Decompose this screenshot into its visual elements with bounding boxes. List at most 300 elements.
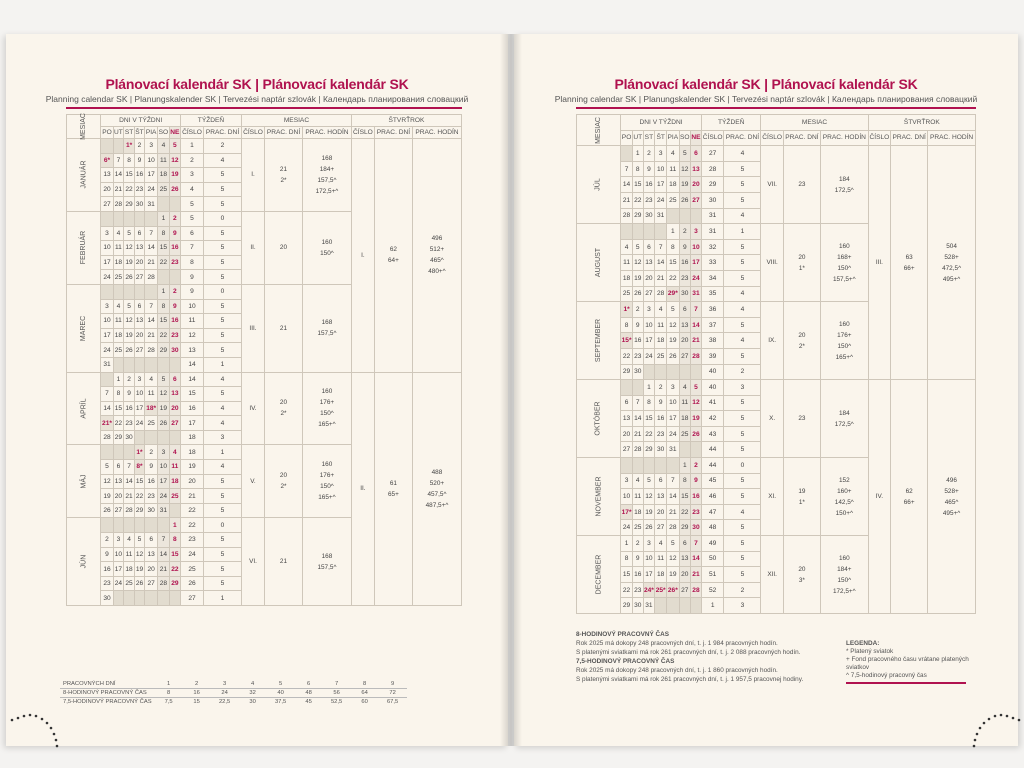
day-cell: 23 <box>169 328 180 343</box>
month-work-days: 23 <box>783 146 820 224</box>
week-number: 1 <box>180 139 203 154</box>
summary-label: 8-HODINOVÝ PRACOVNÝ ČAS <box>60 689 155 698</box>
day-cell: 15 <box>643 411 655 427</box>
day-cell: 2 <box>169 284 180 299</box>
header-day: ŠT <box>655 130 667 146</box>
day-cell: 21 <box>145 255 158 270</box>
day-cell: 10 <box>113 547 124 562</box>
day-cell: 22 <box>158 328 170 343</box>
day-cell: 22 <box>113 416 124 431</box>
day-cell <box>113 518 124 533</box>
day-cell: 1 <box>667 224 680 240</box>
day-cell: 31 <box>145 197 158 212</box>
day-cell: 8 <box>679 473 690 489</box>
week-work-days: 5 <box>203 576 241 591</box>
month-number: IX. <box>761 302 783 380</box>
day-cell: 6 <box>621 395 633 411</box>
day-cell: 30 <box>124 430 134 445</box>
month-name: JÚL <box>577 146 621 224</box>
day-cell: 1 <box>158 284 170 299</box>
day-cell: 13 <box>113 474 124 489</box>
week-work-days: 5 <box>724 473 761 489</box>
month-work-hours: 168 184+ 157,5^ 172,5+^ <box>302 139 351 212</box>
day-cell <box>169 270 180 285</box>
day-cell: 4 <box>113 299 124 314</box>
day-cell: 26 <box>124 343 134 358</box>
day-cell: 8 <box>158 226 170 241</box>
week-work-days: 5 <box>724 177 761 193</box>
day-cell: 24* <box>643 582 655 598</box>
day-cell: 9 <box>145 460 158 475</box>
day-cell: 16 <box>101 562 113 577</box>
week-number: 38 <box>701 333 723 349</box>
header-col: PRAC. DNÍ <box>264 127 302 139</box>
day-cell: 13 <box>134 241 144 256</box>
day-cell: 5 <box>124 226 134 241</box>
note-8h-title: 8-HODINOVÝ PRACOVNÝ ČAS <box>576 631 670 638</box>
day-cell: 3 <box>643 536 655 552</box>
week-number: 39 <box>701 348 723 364</box>
day-cell: 18 <box>632 504 643 520</box>
day-cell: 16 <box>134 168 144 183</box>
day-cell: 7 <box>101 387 113 402</box>
day-cell: 11 <box>158 153 170 168</box>
day-cell: 30 <box>145 503 158 518</box>
month-name: NOVEMBER <box>577 458 621 536</box>
day-cell <box>101 211 113 226</box>
day-cell: 10 <box>101 241 113 256</box>
day-cell: 27 <box>134 270 144 285</box>
day-cell: 17 <box>145 168 158 183</box>
day-cell: 1 <box>169 518 180 533</box>
summary-value: 56 <box>323 689 351 698</box>
day-cell: 27 <box>101 197 113 212</box>
day-cell: 17 <box>690 255 701 271</box>
day-cell <box>113 591 124 606</box>
day-cell: 25 <box>621 286 633 302</box>
day-cell: 9 <box>169 226 180 241</box>
day-cell: 2 <box>655 380 667 396</box>
day-cell: 29 <box>124 197 134 212</box>
week-number: 45 <box>701 473 723 489</box>
day-cell: 30 <box>655 442 667 458</box>
day-cell: 1 <box>679 458 690 474</box>
day-cell: 19 <box>667 567 680 583</box>
week-number: 46 <box>701 489 723 505</box>
day-cell: 5 <box>134 533 144 548</box>
day-cell: 30 <box>134 197 144 212</box>
day-cell: 26* <box>667 582 680 598</box>
week-number: 25 <box>180 562 203 577</box>
day-cell: 26 <box>169 182 180 197</box>
header-col: PRAC. HODÍN <box>928 130 976 146</box>
week-number: 3 <box>180 168 203 183</box>
day-cell: 7 <box>145 226 158 241</box>
day-cell: 12 <box>643 489 655 505</box>
day-cell: 26 <box>667 348 680 364</box>
day-cell: 9 <box>655 395 667 411</box>
day-cell <box>667 364 680 380</box>
day-cell <box>145 430 158 445</box>
day-cell <box>621 458 633 474</box>
day-cell: 3 <box>655 146 667 162</box>
day-cell <box>621 224 633 240</box>
quarter-work-days: 62 66+ <box>891 380 928 614</box>
day-cell: 14 <box>655 255 667 271</box>
header-col: PRAC. HODÍN <box>412 127 461 139</box>
day-cell: 21 <box>124 489 134 504</box>
header-col: ČÍSLO <box>241 127 264 139</box>
week-number: 50 <box>701 551 723 567</box>
day-cell: 15* <box>621 333 633 349</box>
summary-value: 45 <box>305 699 312 705</box>
hours-summary <box>60 680 407 706</box>
month-work-days: 20 2* <box>783 302 820 380</box>
month-number: VII. <box>761 146 783 224</box>
month-name: OKTÓBER <box>577 380 621 458</box>
day-cell <box>134 518 144 533</box>
day-cell <box>124 211 134 226</box>
day-cell: 14 <box>113 168 124 183</box>
day-cell <box>113 284 124 299</box>
month-name: JANUÁR <box>67 139 101 212</box>
note-75h-line2: S platenými sviatkami má rok 261 pracovných dní, t. j. 1 957,5 pracovnej hodiny. <box>576 676 804 683</box>
day-cell <box>134 430 144 445</box>
week-work-days: 0 <box>203 284 241 299</box>
day-cell: 13 <box>169 387 180 402</box>
day-cell: 20 <box>145 562 158 577</box>
day-cell: 11 <box>621 255 633 271</box>
week-number: 27 <box>180 591 203 606</box>
day-cell: 10 <box>145 153 158 168</box>
day-cell: 12 <box>101 474 113 489</box>
week-number: 10 <box>180 299 203 314</box>
day-cell: 9 <box>643 161 655 177</box>
month-name: FEBRUÁR <box>67 211 101 284</box>
day-cell: 19 <box>667 333 680 349</box>
day-cell: 11 <box>632 489 643 505</box>
day-cell: 8 <box>667 239 680 255</box>
day-cell <box>145 211 158 226</box>
day-cell: 29 <box>169 576 180 591</box>
day-cell: 30 <box>101 591 113 606</box>
day-cell: 14 <box>101 401 113 416</box>
day-cell: 21* <box>101 416 113 431</box>
week-number: 2 <box>180 153 203 168</box>
day-cell <box>643 364 655 380</box>
day-cell: 1 <box>621 536 633 552</box>
week-number: 23 <box>180 533 203 548</box>
day-cell: 17 <box>643 333 655 349</box>
week-work-days: 4 <box>724 302 761 318</box>
month-work-days: 19 1* <box>783 458 820 536</box>
day-cell: 22 <box>621 582 633 598</box>
summary-value: 72 <box>379 689 407 698</box>
header-col: ČÍSLO <box>351 127 374 139</box>
week-number: 41 <box>701 395 723 411</box>
week-work-days: 5 <box>203 562 241 577</box>
day-cell: 28 <box>690 348 701 364</box>
day-cell <box>145 284 158 299</box>
day-cell: 20 <box>621 426 633 442</box>
header-day: SO <box>679 130 690 146</box>
day-cell <box>667 208 680 224</box>
day-cell: 5 <box>679 146 690 162</box>
month-work-days: 20 2* <box>264 445 302 518</box>
week-number: 34 <box>701 270 723 286</box>
week-work-days: 5 <box>203 299 241 314</box>
day-cell: 1* <box>621 302 633 318</box>
summary-value: 8 <box>351 680 379 689</box>
day-cell: 28 <box>145 343 158 358</box>
day-cell: 8 <box>113 387 124 402</box>
day-cell: 10 <box>158 460 170 475</box>
day-cell: 3 <box>690 224 701 240</box>
day-cell: 21 <box>667 504 680 520</box>
day-cell: 2 <box>643 146 655 162</box>
day-cell <box>655 458 667 474</box>
week-number: 21 <box>180 489 203 504</box>
quarter-work-hours: 496 512+ 465^ 480+^ <box>412 139 461 373</box>
summary-value: 16 <box>183 689 211 698</box>
week-work-days: 1 <box>203 445 241 460</box>
day-cell: 30 <box>643 208 655 224</box>
day-cell: 8 <box>632 161 643 177</box>
day-cell: 14 <box>158 547 170 562</box>
day-cell: 21 <box>158 562 170 577</box>
summary-value: 67,5 <box>386 699 399 705</box>
day-cell: 26 <box>690 426 701 442</box>
day-cell: 20 <box>101 182 113 197</box>
month-number: VIII. <box>761 224 783 302</box>
day-cell: 4 <box>667 146 680 162</box>
day-cell: 5 <box>169 139 180 154</box>
legend-item: * Platený sviatok <box>846 648 894 655</box>
day-cell <box>113 445 124 460</box>
day-cell: 16 <box>632 333 643 349</box>
day-cell: 2 <box>690 458 701 474</box>
day-cell: 17* <box>621 504 633 520</box>
day-cell: 10 <box>643 317 655 333</box>
day-cell: 17 <box>113 562 124 577</box>
summary-value: 48 <box>295 689 323 698</box>
day-cell: 25 <box>655 348 667 364</box>
week-number: 8 <box>180 255 203 270</box>
day-cell <box>145 357 158 372</box>
day-cell: 13 <box>690 161 701 177</box>
day-cell: 28 <box>145 270 158 285</box>
month-work-hours: 160 168+ 150^ 157,5+^ <box>820 224 868 302</box>
header-day: PO <box>101 127 113 139</box>
week-work-days: 5 <box>203 182 241 197</box>
header-col: PRAC. DNÍ <box>783 130 820 146</box>
week-number: 37 <box>701 317 723 333</box>
month-number: XI. <box>761 458 783 536</box>
summary-value: 6 <box>295 680 323 689</box>
day-cell: 4 <box>655 536 667 552</box>
day-cell <box>690 442 701 458</box>
week-work-days: 5 <box>724 395 761 411</box>
day-cell: 1 <box>158 211 170 226</box>
day-cell: 27 <box>169 416 180 431</box>
day-cell: 28 <box>101 430 113 445</box>
summary-value: 15 <box>193 699 200 705</box>
summary-label: 7,5-HODINOVÝ PRACOVNÝ ČAS <box>63 699 152 705</box>
day-cell: 24 <box>101 270 113 285</box>
day-cell: 15 <box>632 177 643 193</box>
day-cell: 2 <box>632 302 643 318</box>
day-cell: 11 <box>124 547 134 562</box>
day-cell: 31 <box>655 208 667 224</box>
day-cell <box>643 224 655 240</box>
summary-label: PRACOVNÝCH DNÍ <box>60 680 155 689</box>
day-cell: 11 <box>679 395 690 411</box>
day-cell: 2 <box>145 445 158 460</box>
day-cell: 14 <box>667 489 680 505</box>
day-cell: 22 <box>169 562 180 577</box>
month-work-hours: 168 157,5^ <box>302 518 351 606</box>
day-cell: 15 <box>158 241 170 256</box>
day-cell: 2 <box>169 211 180 226</box>
quarter-number: IV. <box>868 380 890 614</box>
week-work-days: 5 <box>724 489 761 505</box>
day-cell: 26 <box>101 503 113 518</box>
month-work-hours: 160 150^ <box>302 211 351 284</box>
day-cell: 30 <box>690 520 701 536</box>
day-cell: 12 <box>679 161 690 177</box>
week-work-days: 5 <box>203 533 241 548</box>
week-number: 22 <box>180 503 203 518</box>
day-cell: 9 <box>632 551 643 567</box>
day-cell: 23 <box>655 426 667 442</box>
day-cell: 9 <box>101 547 113 562</box>
day-cell: 1 <box>113 372 124 387</box>
quarter-work-days: 63 66+ <box>891 146 928 380</box>
day-cell <box>690 364 701 380</box>
day-cell: 1 <box>643 380 655 396</box>
day-cell <box>169 591 180 606</box>
week-number: 27 <box>701 146 723 162</box>
day-cell: 14 <box>632 411 643 427</box>
day-cell <box>632 458 643 474</box>
day-cell <box>124 357 134 372</box>
week-work-days: 5 <box>203 343 241 358</box>
day-cell: 3 <box>101 299 113 314</box>
day-cell: 12 <box>690 395 701 411</box>
day-cell: 4 <box>158 139 170 154</box>
day-cell: 28 <box>158 576 170 591</box>
day-cell: 10 <box>690 239 701 255</box>
header-month-stats: MESIAC <box>241 115 351 127</box>
day-cell <box>101 445 113 460</box>
day-cell: 22 <box>643 426 655 442</box>
day-cell: 17 <box>158 474 170 489</box>
day-cell: 6 <box>145 533 158 548</box>
week-number: 36 <box>701 302 723 318</box>
day-cell: 7 <box>124 460 134 475</box>
day-cell: 21 <box>621 192 633 208</box>
title-rule <box>576 107 976 109</box>
week-work-days: 5 <box>203 314 241 329</box>
day-cell: 12 <box>667 317 680 333</box>
day-cell: 19 <box>158 401 170 416</box>
week-work-days: 3 <box>203 430 241 445</box>
day-cell: 29 <box>621 598 633 614</box>
week-work-days: 5 <box>724 567 761 583</box>
header-col: ČÍSLO <box>701 130 723 146</box>
header-day: UT <box>632 130 643 146</box>
summary-value: 7 <box>323 680 351 689</box>
day-cell <box>113 211 124 226</box>
day-cell: 23 <box>169 255 180 270</box>
day-cell: 17 <box>134 401 144 416</box>
day-cell: 2 <box>101 533 113 548</box>
day-cell: 3 <box>158 445 170 460</box>
day-cell: 28 <box>621 208 633 224</box>
calendar-table-left <box>66 114 462 606</box>
week-number: 47 <box>701 504 723 520</box>
week-work-days: 5 <box>724 411 761 427</box>
day-cell: 12 <box>632 255 643 271</box>
day-cell: 21 <box>655 270 667 286</box>
week-number: 40 <box>701 364 723 380</box>
summary-value: 22,5 <box>218 699 231 705</box>
day-cell: 4 <box>655 302 667 318</box>
legend <box>846 640 976 684</box>
day-cell: 27 <box>113 503 124 518</box>
header-day: PIA <box>145 127 158 139</box>
day-cell: 16 <box>169 314 180 329</box>
summary-value: 24 <box>211 689 239 698</box>
legend-title: LEGENDA: <box>846 640 880 647</box>
day-cell: 26 <box>134 576 144 591</box>
day-cell: 29 <box>643 442 655 458</box>
day-cell: 31 <box>101 357 113 372</box>
day-cell: 19 <box>169 168 180 183</box>
header-col: PRAC. DNÍ <box>374 127 412 139</box>
quarter-work-days: 62 64+ <box>374 139 412 373</box>
day-cell: 19 <box>690 411 701 427</box>
day-cell: 27 <box>679 348 690 364</box>
week-work-days: 5 <box>203 474 241 489</box>
day-cell: 22 <box>158 255 170 270</box>
day-cell: 26 <box>643 520 655 536</box>
quarter-work-hours: 504 528+ 472,5^ 495+^ <box>928 146 976 380</box>
week-work-days: 5 <box>203 503 241 518</box>
day-cell: 16 <box>145 474 158 489</box>
week-number: 5 <box>180 197 203 212</box>
day-cell <box>169 357 180 372</box>
month-work-days: 21 2* <box>264 139 302 212</box>
week-number: 9 <box>180 284 203 299</box>
day-cell <box>101 518 113 533</box>
day-cell <box>158 357 170 372</box>
week-work-days: 4 <box>724 208 761 224</box>
week-work-days: 4 <box>724 504 761 520</box>
week-work-days: 5 <box>724 536 761 552</box>
week-number: 33 <box>701 255 723 271</box>
summary-value: 3 <box>211 680 239 689</box>
day-cell: 20 <box>134 255 144 270</box>
day-cell <box>690 598 701 614</box>
week-work-days: 4 <box>724 286 761 302</box>
week-number: 5 <box>180 211 203 226</box>
day-cell: 7 <box>632 395 643 411</box>
day-cell: 5 <box>690 380 701 396</box>
day-cell: 13 <box>145 547 158 562</box>
day-cell: 27 <box>690 192 701 208</box>
week-work-days: 2 <box>203 139 241 154</box>
